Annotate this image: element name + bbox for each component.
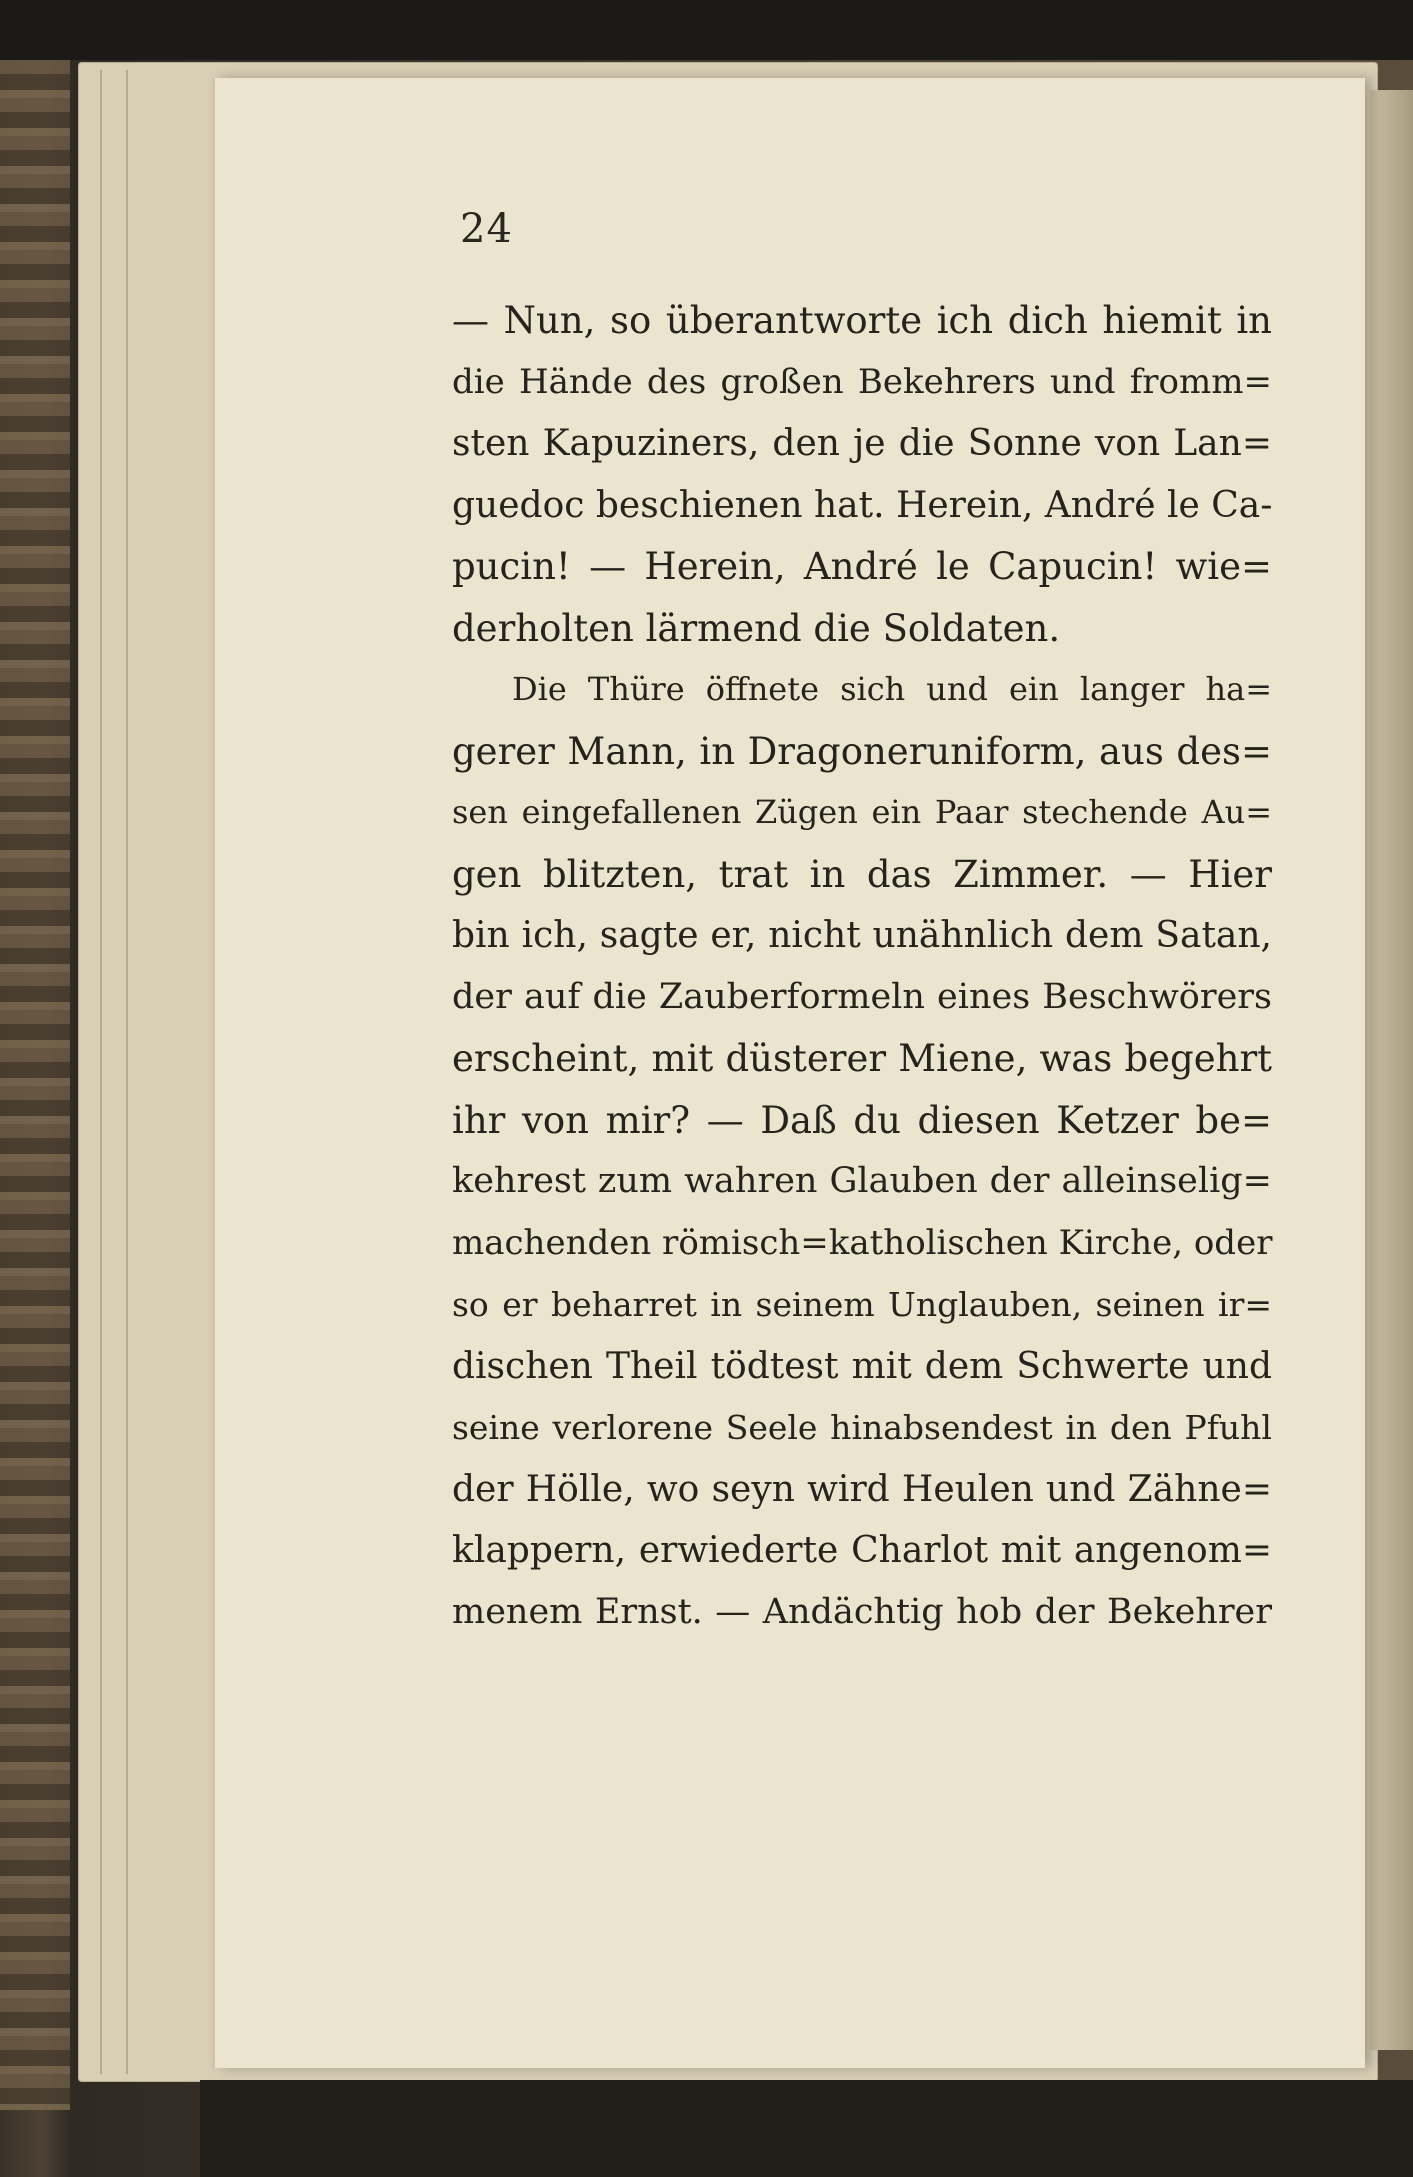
text-line: derholten lärmend die Soldaten. (452, 606, 1061, 650)
text-line: klappern, erwiederte Charlot mit angenom= (452, 1530, 1272, 1571)
text-line: guedoc beschienen hat. Herein, André le Ca- (452, 484, 1273, 526)
text-line: Die Thüre öffnete sich und ein langer ha= (512, 670, 1272, 708)
text-line: sten Kapuziners, den je die Sonne von Lan= (452, 423, 1272, 464)
text-line: machenden römisch=katholischen Kirche, oder (452, 1222, 1273, 1263)
text-line: bin ich, sagte er, nicht unähnlich dem Satan, (452, 915, 1272, 956)
page-number: 24 (460, 206, 513, 252)
text-line: — Nun, so überantworte ich dich hiemit in (452, 299, 1272, 342)
text-line: dischen Theil tödtest mit dem Schwerte und (452, 1345, 1272, 1387)
text-line: gen blitzten, trat in das Zimmer. — Hier (452, 852, 1272, 896)
body-text (452, 290, 1272, 1643)
text-line: erscheint, mit düsterer Miene, was begehrt (452, 1037, 1272, 1080)
text-line: die Hände des großen Bekehrers und fromm= (452, 361, 1272, 402)
text-line: sen eingefallenen Zügen ein Paar stechende Au= (452, 793, 1272, 831)
text-line: seine verlorene Seele hinabsendest in den Pfuhl (452, 1408, 1272, 1447)
text-line: so er beharret in seinem Unglauben, seinen ir= (452, 1285, 1272, 1324)
text-line: der auf die Zauberformeln eines Beschwörers (452, 976, 1272, 1017)
facing-page-edge (1370, 90, 1413, 2050)
book-spine-edge (0, 60, 70, 2110)
text-line: ihr von mir? — Daß du diesen Ketzer be= (452, 1098, 1272, 1142)
text-line: menem Ernst. — Andächtig hob der Bekehrer (452, 1591, 1272, 1632)
book-bottom-edge (200, 2080, 1413, 2177)
text-line: pucin! — Herein, André le Capucin! wie= (452, 545, 1272, 588)
text-line: der Hölle, wo seyn wird Heulen und Zähne= (452, 1468, 1272, 1510)
text-line: gerer Mann, in Dragoneruniform, aus des= (452, 729, 1272, 773)
text-line: kehrest zum wahren Glauben der alleinselig= (452, 1161, 1272, 1201)
